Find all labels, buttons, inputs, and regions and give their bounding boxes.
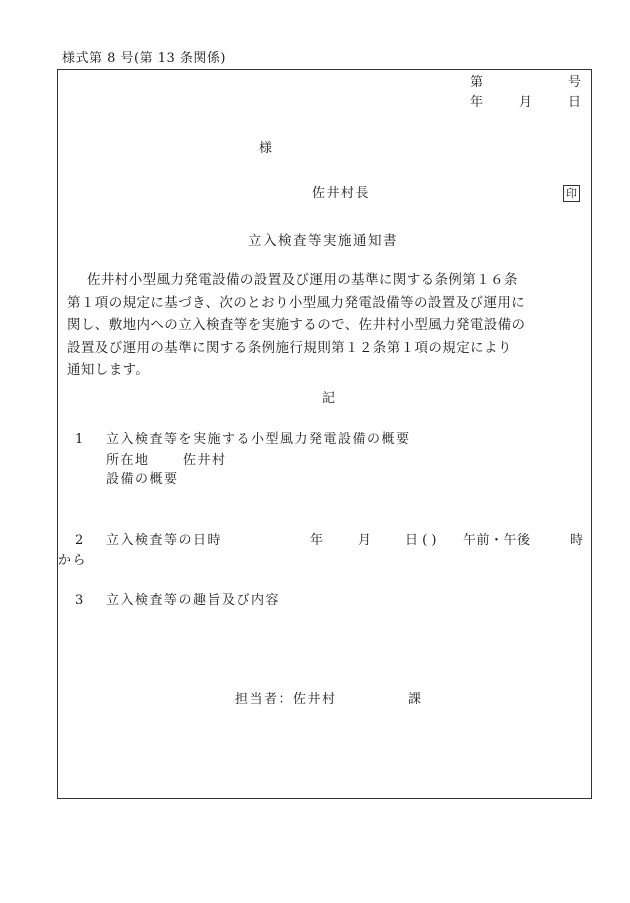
body-line: 通知します。: [67, 362, 150, 378]
location-label: 所在地: [106, 453, 150, 468]
form-number-label: 様式第 8 号(第 13 条関係): [62, 51, 226, 66]
item2-year-label: 年: [310, 533, 324, 548]
notice-body: [67, 269, 587, 382]
item2-number: 2: [75, 533, 84, 548]
body-line: 第１項の規定に基づき、次のとおり小型風力発電設備等の設置及び運用に: [67, 294, 526, 311]
item2-hour-label: 時: [570, 533, 584, 548]
item2-day-label: 日 ( ): [405, 533, 437, 548]
body-line: 関し、敷地内への立入検査等を実施するので、佐井村小型風力発電設備の: [67, 317, 526, 333]
item2-ampm: 午前・午後: [463, 533, 531, 548]
date-year-label: 年: [470, 95, 484, 110]
number-prefix: 第: [470, 75, 484, 90]
item2-from: から: [58, 553, 88, 568]
location-value: 佐井村: [183, 453, 227, 468]
date-day-label: 日: [568, 95, 582, 110]
contact-suffix: 課: [408, 692, 422, 707]
sender-name: 佐井村長: [312, 186, 371, 201]
ki-heading: 記: [322, 391, 336, 406]
item3-number: 3: [75, 593, 84, 608]
body-line: 設置及び運用の基準に関する条例施行規則第１２条第１項の規定により: [67, 339, 512, 356]
item3-label: 立入検査等の趣旨及び内容: [106, 593, 281, 608]
document-title: 立入検査等実施通知書: [248, 233, 398, 249]
item1-label: 立入検査等を実施する小型風力発電設備の概要: [106, 432, 411, 447]
body-line: 佐井村小型風力発電設備の設置及び運用の基準に関する条例第１６条: [87, 272, 518, 288]
addressee-suffix: 様: [259, 141, 273, 156]
item1-number: 1: [75, 432, 84, 447]
number-suffix: 号: [568, 75, 582, 90]
seal-mark: 印: [563, 185, 580, 202]
overview-label: 設備の概要: [106, 472, 179, 487]
item2-label: 立入検査等の日時: [106, 533, 223, 548]
contact-label: 担当者：佐井村: [235, 692, 337, 707]
item2-month-label: 月: [358, 533, 372, 548]
date-month-label: 月: [519, 95, 533, 110]
